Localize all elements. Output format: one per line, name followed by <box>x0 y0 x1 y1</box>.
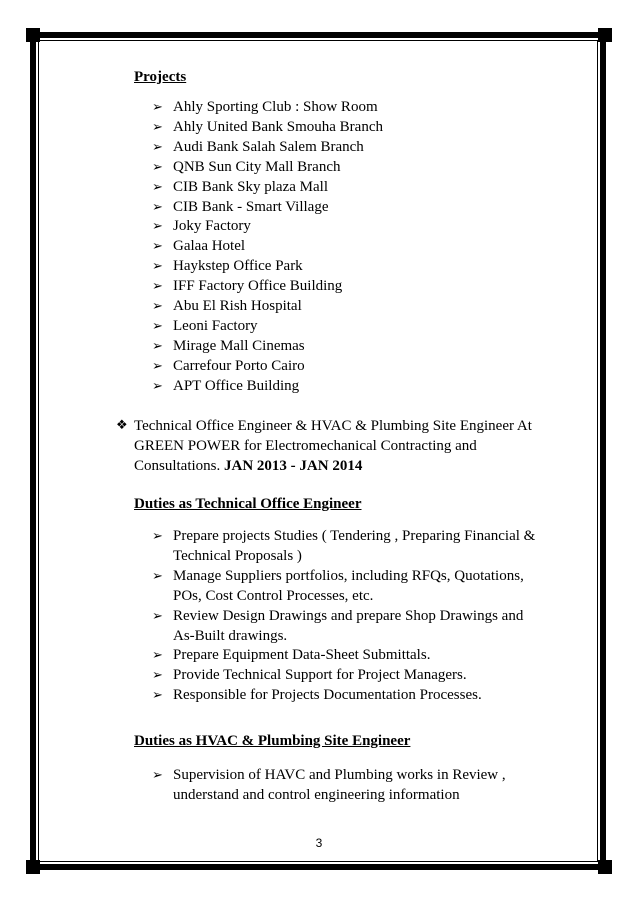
arrow-bullet-icon: ➢ <box>152 688 163 704</box>
list-item-text: Provide Technical Support for Project Managers. <box>173 667 467 684</box>
list-item <box>152 158 552 178</box>
experience-title: Technical Office Engineer & HVAC & Plumbing Site Engineer At <box>134 418 532 434</box>
list-item <box>152 98 552 118</box>
experience-company: GREEN POWER for Electromechanical Contracting and <box>134 438 477 454</box>
list-item-text: Review Design Drawings and prepare Shop Drawings and <box>173 607 524 624</box>
list-item <box>152 377 552 397</box>
arrow-bullet-icon: ➢ <box>152 318 163 334</box>
list-item <box>152 257 552 277</box>
experience-entry <box>116 416 556 476</box>
site-engineer-heading: Duties as HVAC & Plumbing Site Engineer <box>134 733 411 749</box>
arrow-bullet-icon: ➢ <box>152 668 163 684</box>
arrow-bullet-icon: ➢ <box>152 768 163 783</box>
arrow-bullet-icon: ➢ <box>152 529 163 544</box>
list-item-text: APT Office Building <box>173 377 300 394</box>
list-item-text: QNB Sun City Mall Branch <box>173 158 341 175</box>
list-item <box>152 646 552 666</box>
list-item-text-cont: Technical Proposals ) <box>173 547 302 564</box>
list-item <box>152 686 552 706</box>
arrow-bullet-icon: ➢ <box>152 648 163 664</box>
site-engineer-duties-list <box>152 766 552 806</box>
list-item <box>152 766 552 806</box>
list-item <box>152 337 552 357</box>
arrow-bullet-icon: ➢ <box>152 608 163 624</box>
arrow-bullet-icon: ➢ <box>152 219 163 235</box>
list-item <box>152 237 552 257</box>
list-item-text: Prepare projects Studies ( Tendering , Preparing Financial & <box>173 528 536 544</box>
arrow-bullet-icon: ➢ <box>152 338 163 354</box>
list-item-text: Audi Bank Salah Salem Branch <box>173 138 364 155</box>
list-item <box>152 567 552 607</box>
arrow-bullet-icon: ➢ <box>152 378 163 394</box>
list-item-text: CIB Bank Sky plaza Mall <box>173 178 328 195</box>
list-item-text: Prepare Equipment Data-Sheet Submittals. <box>173 647 431 664</box>
arrow-bullet-icon: ➢ <box>152 179 163 195</box>
page-number: 3 <box>315 836 323 850</box>
list-item <box>152 297 552 317</box>
list-item-text: Mirage Mall Cinemas <box>173 337 305 354</box>
arrow-bullet-icon: ➢ <box>152 119 163 135</box>
experience-dates: JAN 2013 - JAN 2014 <box>224 458 363 474</box>
list-item-text: Manage Suppliers portfolios, including RFQs, Quotations, <box>173 567 524 584</box>
list-item <box>152 527 552 567</box>
list-item <box>152 666 552 686</box>
list-item-text: Ahly United Bank Smouha Branch <box>173 118 383 135</box>
list-item-text: IFF Factory Office Building <box>173 278 343 295</box>
list-item-text: Joky Factory <box>173 218 251 235</box>
list-item <box>152 198 552 218</box>
list-item <box>152 178 552 198</box>
list-item-text-cont: understand and control engineering information <box>173 786 460 803</box>
list-item-text: Responsible for Projects Documentation Processes. <box>173 687 482 704</box>
experience-company-cont: Consultations. <box>134 458 221 474</box>
arrow-bullet-icon: ➢ <box>152 159 163 175</box>
arrow-bullet-icon: ➢ <box>152 239 163 255</box>
list-item <box>152 217 552 237</box>
list-item <box>152 118 552 138</box>
list-item-text: Haykstep Office Park <box>173 258 303 275</box>
list-item-text: Leoni Factory <box>173 317 258 334</box>
list-item-text: Supervision of HAVC and Plumbing works in Review , <box>173 767 506 783</box>
arrow-bullet-icon: ➢ <box>152 568 163 584</box>
list-item <box>152 607 552 647</box>
list-item <box>152 357 552 377</box>
projects-list <box>152 98 552 397</box>
arrow-bullet-icon: ➢ <box>152 358 163 374</box>
tech-office-duties-list <box>152 527 552 706</box>
tech-office-heading: Duties as Technical Office Engineer <box>134 496 362 512</box>
arrow-bullet-icon: ➢ <box>152 139 163 155</box>
list-item <box>152 138 552 158</box>
arrow-bullet-icon: ➢ <box>152 279 163 295</box>
list-item-text: Abu El Rish Hospital <box>173 298 302 315</box>
arrow-bullet-icon: ➢ <box>152 100 163 115</box>
arrow-bullet-icon: ➢ <box>152 199 163 215</box>
arrow-bullet-icon: ➢ <box>152 259 163 275</box>
list-item-text: Ahly Sporting Club : Show Room <box>173 99 378 115</box>
list-item-text: CIB Bank - Smart Village <box>173 198 329 215</box>
list-item <box>152 317 552 337</box>
list-item-text-cont: As-Built drawings. <box>173 627 288 644</box>
projects-heading: Projects <box>134 69 187 85</box>
list-item-text: Galaa Hotel <box>173 238 246 255</box>
diamond-bullet-icon: ❖ <box>116 418 128 433</box>
list-item-text-cont: POs, Cost Control Processes, etc. <box>173 587 374 604</box>
list-item-text: Carrefour Porto Cairo <box>173 357 305 374</box>
list-item <box>152 277 552 297</box>
arrow-bullet-icon: ➢ <box>152 299 163 315</box>
